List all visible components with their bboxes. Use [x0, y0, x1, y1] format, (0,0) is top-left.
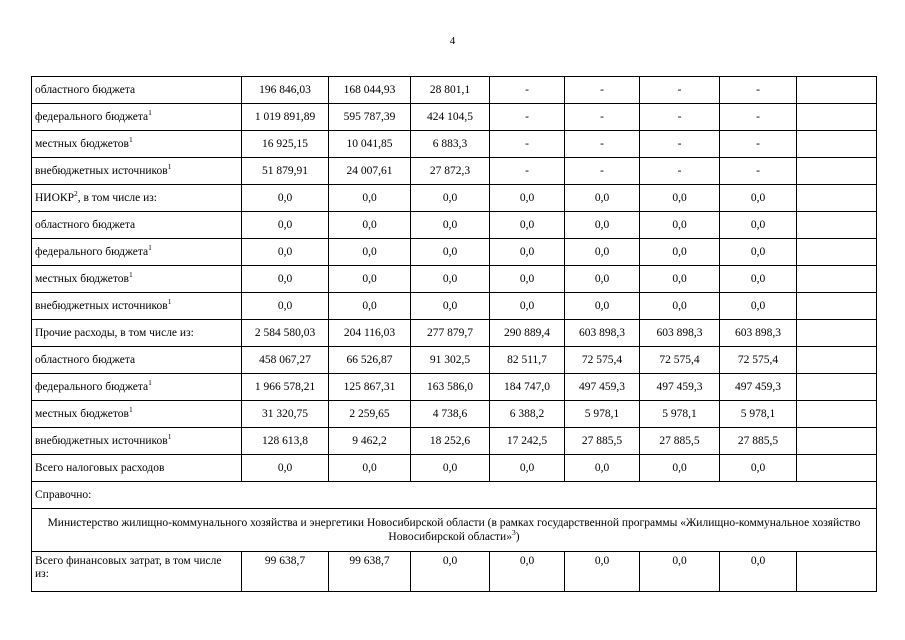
value-cell: -	[490, 131, 565, 158]
table-row	[32, 131, 877, 158]
footnote-mark: 1	[148, 243, 152, 252]
value-cell: 72 575,4	[640, 347, 720, 374]
empty-cell	[797, 239, 877, 266]
value-cell: 9 462,2	[329, 428, 411, 455]
empty-cell	[797, 320, 877, 347]
value-cell: 603 898,3	[565, 320, 640, 347]
value-cell: -	[490, 158, 565, 185]
value-cell: -	[640, 131, 720, 158]
total-financing-row	[32, 552, 877, 592]
row-label	[32, 293, 242, 320]
value-cell: 1 966 578,21	[242, 374, 329, 401]
footnote-mark: 1	[128, 405, 133, 414]
table-row	[32, 401, 877, 428]
table-row	[32, 185, 877, 212]
row-label	[32, 374, 242, 401]
value-cell: 0,0	[720, 266, 797, 293]
ministry-heading	[32, 509, 877, 552]
table-row	[32, 455, 877, 482]
value-cell: 0,0	[490, 455, 565, 482]
row-label-text: федерального бюджета	[35, 246, 149, 258]
row-label-text: Всего налоговых расходов	[35, 462, 165, 474]
table-row	[32, 293, 877, 320]
empty-cell	[797, 131, 877, 158]
value-cell: 0,0	[242, 185, 329, 212]
value-cell: 5 978,1	[565, 401, 640, 428]
value-cell: 6 388,2	[490, 401, 565, 428]
value-cell: 0,0	[242, 212, 329, 239]
value-cell: 204 116,03	[329, 320, 411, 347]
empty-cell	[797, 347, 877, 374]
value-cell: 184 747,0	[490, 374, 565, 401]
value-cell: 595 787,39	[329, 104, 411, 131]
table-row	[32, 266, 877, 293]
value-cell: 168 044,93	[329, 77, 411, 104]
empty-cell	[797, 455, 877, 482]
value-cell: 458 067,27	[242, 347, 329, 374]
value-cell: 0,0	[329, 212, 411, 239]
value-cell: 424 104,5	[411, 104, 490, 131]
value-cell: 0,0	[565, 266, 640, 293]
value-cell: 0,0	[565, 293, 640, 320]
value-cell: 0,0	[720, 293, 797, 320]
row-label-text: местных бюджетов	[35, 273, 129, 285]
value-cell: 27 885,5	[565, 428, 640, 455]
row-label	[32, 185, 242, 212]
value-cell: -	[565, 77, 640, 104]
value-cell: 0,0	[411, 266, 490, 293]
value-cell: -	[490, 104, 565, 131]
value-cell: 0,0	[640, 266, 720, 293]
value-cell: 72 575,4	[720, 347, 797, 374]
value-cell: 125 867,31	[329, 374, 411, 401]
empty-cell	[797, 77, 877, 104]
footnote-mark: 1	[148, 108, 152, 117]
row-label-text: внебюджетных источников	[35, 435, 168, 447]
value-cell: 1 019 891,89	[242, 104, 329, 131]
table-row	[32, 428, 877, 455]
row-label	[32, 239, 242, 266]
empty-cell	[797, 293, 877, 320]
value-cell: 0,0	[720, 185, 797, 212]
value-cell: 31 320,75	[242, 401, 329, 428]
footnote-mark: 1	[167, 297, 172, 306]
value-cell: 603 898,3	[640, 320, 720, 347]
value-cell: 0,0	[329, 185, 411, 212]
row-label-text: областного бюджета	[35, 84, 136, 96]
value-cell: 0,0	[242, 239, 329, 266]
value-cell: 66 526,87	[329, 347, 411, 374]
value-cell: 0,0	[490, 266, 565, 293]
row-label-text: Прочие расходы, в том числе из:	[35, 327, 194, 339]
value-cell: 290 889,4	[490, 320, 565, 347]
value-cell: -	[720, 158, 797, 185]
row-label	[32, 266, 242, 293]
table-row	[32, 347, 877, 374]
value-cell: 4 738,6	[411, 401, 490, 428]
empty-cell	[797, 212, 877, 239]
value-cell: 0,0	[720, 552, 797, 592]
value-cell: 0,0	[640, 552, 720, 592]
value-cell: 18 252,6	[411, 428, 490, 455]
value-cell: 0,0	[329, 293, 411, 320]
value-cell: 72 575,4	[565, 347, 640, 374]
value-cell: 196 846,03	[242, 77, 329, 104]
value-cell: 0,0	[565, 455, 640, 482]
value-cell: 0,0	[242, 266, 329, 293]
value-cell: 0,0	[640, 239, 720, 266]
empty-cell	[797, 428, 877, 455]
ministry-footnote-mark: 3	[511, 528, 516, 537]
row-label	[32, 347, 242, 374]
empty-cell	[797, 266, 877, 293]
ministry-row	[32, 509, 877, 552]
row-label-text: местных бюджетов	[35, 408, 129, 420]
value-cell: -	[565, 104, 640, 131]
footnote-mark: 1	[148, 378, 152, 387]
value-cell: 0,0	[411, 185, 490, 212]
value-cell: 0,0	[640, 212, 720, 239]
row-label	[32, 77, 242, 104]
row-label-text: областного бюджета	[35, 354, 136, 366]
table-row	[32, 239, 877, 266]
value-cell: 0,0	[411, 239, 490, 266]
ministry-text: Министерство жилищно-коммунального хозяйства и энергетики Новосибирской области (в рамках государственной программы «Жилищно-коммунальное хозяйство Новосибирской области»	[47, 517, 861, 543]
value-cell: 0,0	[640, 455, 720, 482]
footnote-mark: 1	[128, 135, 133, 144]
row-label	[32, 104, 242, 131]
value-cell: 0,0	[490, 552, 565, 592]
value-cell: 5 978,1	[640, 401, 720, 428]
value-cell: 0,0	[565, 212, 640, 239]
row-label-text: областного бюджета	[35, 219, 136, 231]
value-cell: 10 041,85	[329, 131, 411, 158]
value-cell: -	[640, 104, 720, 131]
value-cell: 82 511,7	[490, 347, 565, 374]
row-label-text: местных бюджетов	[35, 138, 129, 150]
value-cell: 27 885,5	[640, 428, 720, 455]
row-label	[32, 428, 242, 455]
empty-cell	[797, 104, 877, 131]
value-cell: 24 007,61	[329, 158, 411, 185]
empty-cell	[797, 374, 877, 401]
row-label-text: федерального бюджета	[35, 111, 149, 123]
row-label-text: НИОКР	[35, 192, 74, 204]
value-cell: 0,0	[329, 239, 411, 266]
value-cell: 0,0	[329, 266, 411, 293]
value-cell: 0,0	[329, 455, 411, 482]
value-cell: 0,0	[720, 239, 797, 266]
row-label-suffix: , в том числе из:	[77, 192, 157, 204]
row-label	[32, 131, 242, 158]
value-cell: -	[565, 131, 640, 158]
table-body	[32, 77, 877, 482]
value-cell: 0,0	[411, 293, 490, 320]
value-cell: -	[720, 131, 797, 158]
table-row	[32, 77, 877, 104]
footnote-mark: 1	[128, 270, 133, 279]
row-label	[32, 455, 242, 482]
value-cell: 0,0	[640, 293, 720, 320]
row-label	[32, 212, 242, 239]
table-row	[32, 320, 877, 347]
value-cell: 163 586,0	[411, 374, 490, 401]
value-cell: 0,0	[720, 455, 797, 482]
footnote-mark: 1	[167, 162, 172, 171]
value-cell: 16 925,15	[242, 131, 329, 158]
value-cell: 0,0	[411, 212, 490, 239]
value-cell: 0,0	[242, 293, 329, 320]
row-label-text: внебюджетных источников	[35, 300, 168, 312]
value-cell: 497 459,3	[640, 374, 720, 401]
empty-cell	[797, 401, 877, 428]
value-cell: 17 242,5	[490, 428, 565, 455]
value-cell: 0,0	[720, 212, 797, 239]
row-label	[32, 320, 242, 347]
value-cell: 0,0	[490, 239, 565, 266]
page-number: 4	[449, 35, 456, 47]
table-row	[32, 158, 877, 185]
empty-cell	[797, 552, 877, 592]
value-cell: 0,0	[490, 212, 565, 239]
table-row	[32, 104, 877, 131]
value-cell: 27 885,5	[720, 428, 797, 455]
value-cell: 0,0	[565, 239, 640, 266]
value-cell: -	[640, 77, 720, 104]
value-cell: 2 584 580,03	[242, 320, 329, 347]
value-cell: 99 638,7	[329, 552, 411, 592]
row-label	[32, 401, 242, 428]
value-cell: 27 872,3	[411, 158, 490, 185]
value-cell: 0,0	[411, 552, 490, 592]
row-label	[32, 158, 242, 185]
value-cell: -	[720, 104, 797, 131]
value-cell: 497 459,3	[720, 374, 797, 401]
ministry-suffix: )	[515, 531, 520, 543]
value-cell: 0,0	[490, 293, 565, 320]
value-cell: 603 898,3	[720, 320, 797, 347]
value-cell: 0,0	[565, 185, 640, 212]
value-cell: 0,0	[242, 455, 329, 482]
value-cell: 51 879,91	[242, 158, 329, 185]
row-label-text: федерального бюджета	[35, 381, 149, 393]
row-label: Всего финансовых затрат, в том числе из:	[32, 552, 242, 592]
value-cell: 0,0	[490, 185, 565, 212]
value-cell: 277 879,7	[411, 320, 490, 347]
value-cell: 128 613,8	[242, 428, 329, 455]
value-cell: -	[720, 77, 797, 104]
table-row	[32, 212, 877, 239]
value-cell: 28 801,1	[411, 77, 490, 104]
value-cell: -	[490, 77, 565, 104]
value-cell: 0,0	[565, 552, 640, 592]
reference-label: Справочно:	[32, 482, 877, 509]
value-cell: 6 883,3	[411, 131, 490, 158]
row-label-text: внебюджетных источников	[35, 165, 168, 177]
empty-cell	[797, 185, 877, 212]
value-cell: 0,0	[640, 185, 720, 212]
footnote-mark: 1	[167, 432, 172, 441]
value-cell: -	[640, 158, 720, 185]
footnote-mark: 2	[73, 189, 78, 198]
reference-row	[32, 482, 877, 509]
value-cell: 5 978,1	[720, 401, 797, 428]
value-cell: -	[565, 158, 640, 185]
value-cell: 497 459,3	[565, 374, 640, 401]
value-cell: 2 259,65	[329, 401, 411, 428]
empty-cell	[797, 158, 877, 185]
value-cell: 91 302,5	[411, 347, 490, 374]
financing-table	[31, 76, 877, 592]
value-cell: 0,0	[411, 455, 490, 482]
value-cell: 99 638,7	[242, 552, 329, 592]
table-row	[32, 374, 877, 401]
